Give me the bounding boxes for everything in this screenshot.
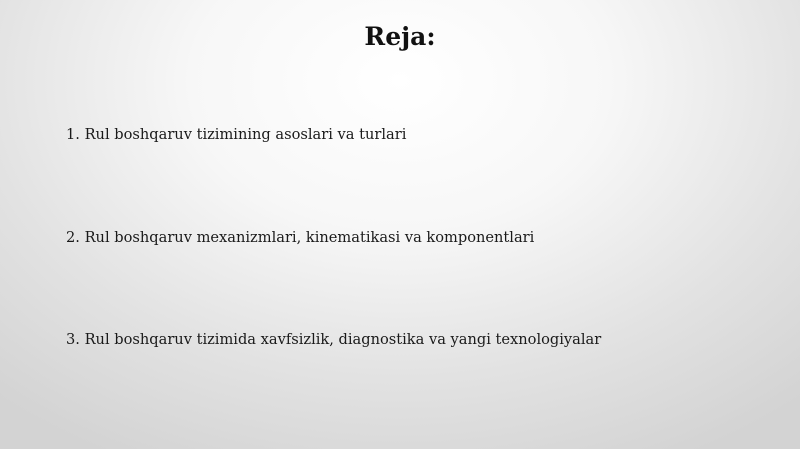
plan-item-3: 3. Rul boshqaruv tizimida xavfsizlik, diagnostika va yangi texnologiyalar bbox=[66, 331, 602, 348]
plan-item-1: 1. Rul boshqaruv tizimining asoslari va turlari bbox=[66, 126, 407, 143]
slide-title: Reja: bbox=[364, 22, 436, 51]
plan-item-2: 2. Rul boshqaruv mexanizmlari, kinematikasi va komponentlari bbox=[66, 229, 535, 246]
